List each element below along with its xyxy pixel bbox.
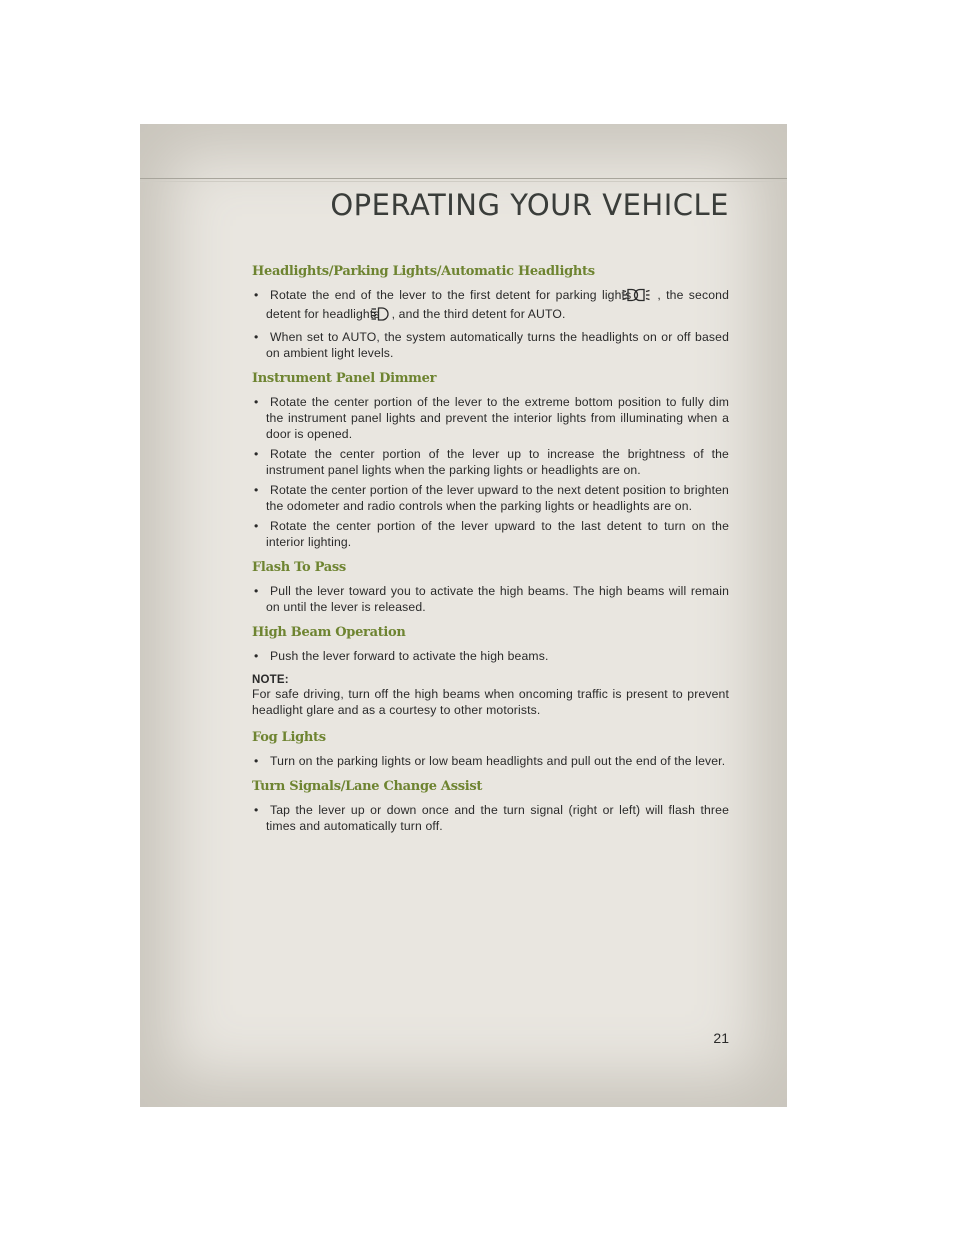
bullet-text: Rotate the center portion of the lever upward to the next detent position to brighten the odometer and radio controls when the parking lights or headlights are on. xyxy=(266,483,729,513)
page-content xyxy=(252,264,729,844)
section-heading-fog-lights: Fog Lights xyxy=(252,730,326,745)
bullet-item: • Rotate the center portion of the lever up to increase the brightness of the instrument panel lights when the parking lights or headlights are on. xyxy=(254,447,729,477)
bullet-text: When set to AUTO, the system automatically turns the headlights on or off based on ambient light levels. xyxy=(266,330,729,360)
parking-lights-icon xyxy=(636,288,654,306)
bullet-text: Pull the lever toward you to activate the high beams. The high beams will remain on until the lever is released. xyxy=(266,584,729,614)
manual-page xyxy=(140,124,787,1107)
bullet-item: • When set to AUTO, the system automatically turns the headlights on or off based on ambient light levels. xyxy=(254,330,729,360)
bullet-list-flash-to-pass xyxy=(252,583,729,615)
bullet-item: • Tap the lever up or down once and the turn signal (right or left) will flash three times and automatically turn off. xyxy=(254,803,729,833)
section-heading-instrument-panel-dimmer: Instrument Panel Dimmer xyxy=(252,371,437,386)
bullet-text: Rotate the center portion of the lever to the extreme bottom position to fully dim the instrument panel lights and prevent the interior lights from illuminating when a door is opened. xyxy=(266,395,729,441)
bullet-item: • Push the lever forward to activate the high beams. xyxy=(254,649,549,663)
page-title: OPERATING YOUR VEHICLE xyxy=(330,188,729,222)
bullet-text: Rotate the center portion of the lever up to increase the brightness of the instrument panel lights when the parking lights or headlights are on. xyxy=(266,447,729,477)
page-number: 21 xyxy=(713,1030,729,1046)
headlights-icon xyxy=(385,307,389,325)
bullet-list-fog-lights xyxy=(252,753,729,769)
bullet-text: Tap the lever up or down once and the turn signal (right or left) will flash three times and automatically turn off. xyxy=(266,803,729,833)
bullet-text: Push the lever forward to activate the high beams. xyxy=(270,649,549,663)
header-rule-secondary xyxy=(140,181,787,182)
bullet-text: Rotate the center portion of the lever upward to the last detent to turn on the interior lighting. xyxy=(266,519,729,549)
section-heading-flash-to-pass: Flash To Pass xyxy=(252,560,346,575)
note-text: For safe driving, turn off the high beams when oncoming traffic is present to prevent headlight glare and as a courtesy to other motorists. xyxy=(252,687,729,717)
bullet-list-high-beam xyxy=(252,648,729,664)
bullet-list-turn-signals xyxy=(252,802,729,834)
bullet-list-headlights xyxy=(252,287,729,361)
header-rule xyxy=(140,178,787,179)
section-heading-headlights: Headlights/Parking Lights/Automatic Headlights xyxy=(252,264,595,279)
bullet-text: , the second detent for headlights xyxy=(266,288,729,321)
bullet-item: • Rotate the center portion of the lever upward to the last detent to turn on the interior lighting. xyxy=(254,519,729,549)
bullet-item: • Rotate the center portion of the lever to the extreme bottom position to fully dim the instrument panel lights and prevent the interior lights from illuminating when a door is opened. xyxy=(254,395,729,441)
note-label: NOTE: xyxy=(252,674,289,686)
bullet-list-dimmer xyxy=(252,394,729,550)
bullet-item: • Rotate the end of the lever to the first detent for parking lights , the second detent for headlights , and the third detent for AUTO. xyxy=(252,287,729,325)
section-heading-turn-signals: Turn Signals/Lane Change Assist xyxy=(252,779,483,794)
bullet-text: Turn on the parking lights or low beam headlights and pull out the end of the lever. xyxy=(270,754,726,768)
bullet-item: • Turn on the parking lights or low beam headlights and pull out the end of the lever. xyxy=(254,754,726,768)
bullet-text: Rotate the end of the lever to the first detent for parking lights xyxy=(270,288,632,302)
section-heading-high-beam-operation: High Beam Operation xyxy=(252,625,406,640)
bullet-item: • Rotate the center portion of the lever upward to the next detent position to brighten the odometer and radio controls when the parking lights or headlights are on. xyxy=(254,483,729,513)
bullet-text: , and the third detent for AUTO. xyxy=(391,307,566,321)
bullet-item: • Pull the lever toward you to activate the high beams. The high beams will remain on until the lever is released. xyxy=(254,584,729,614)
